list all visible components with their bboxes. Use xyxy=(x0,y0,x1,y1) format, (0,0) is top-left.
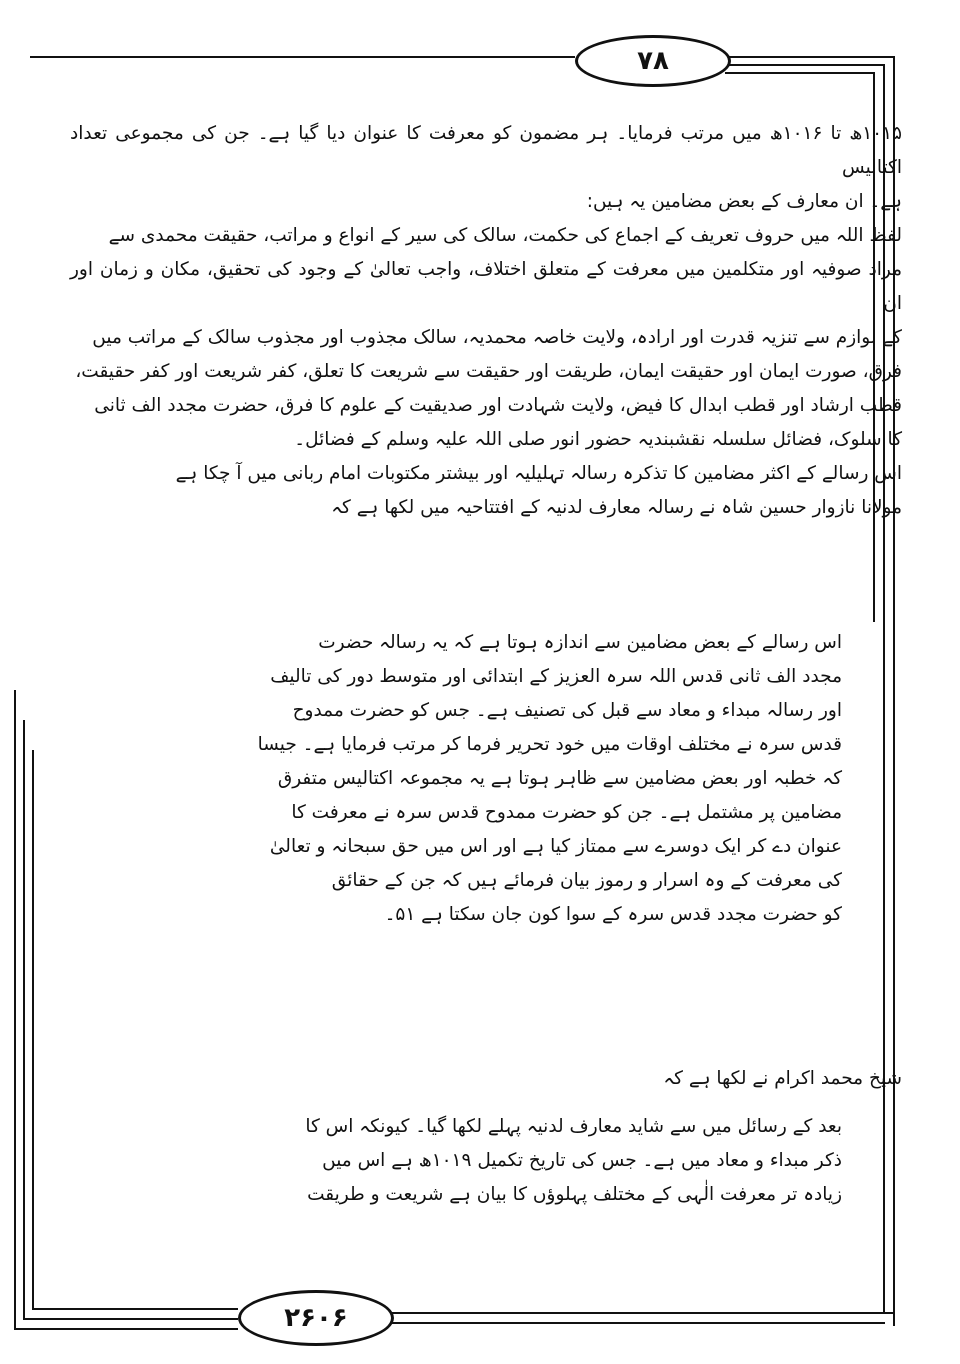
block-quote-2 xyxy=(234,1110,842,1212)
quote-line: اس رسالے کے بعض مضامین سے اندازہ ہوتا ہے کہ یہ رسالہ حضرت xyxy=(318,632,842,653)
text-line: ۱۰۱۵ھ تا ۱۰۱۶ھ میں مرتب فرمایا۔ ہر مضمون کو معرفت کا عنوان دیا گیا ہے۔ جن کی مجموعی تعداد اکتالیس xyxy=(70,123,902,178)
frame-top-line-4 xyxy=(725,72,875,74)
page-number-top: ۷۸ xyxy=(575,35,731,87)
quote-line: قدس سرہ نے مختلف اوقات میں خود تحریر فرما کر مرتب فرمایا ہے۔ جیسا xyxy=(257,734,842,755)
text-line: لفظ اللہ میں حروف تعریف کے اجماع کی حکمت، سالک کی سیر کے انواع و مراتب، حقیقت محمدی سے xyxy=(108,225,902,246)
block-quote-1 xyxy=(234,626,842,932)
text-line: اس رسالے کے اکثر مضامین کا تذکرہ رسالہ تہلیلیہ اور بیشتر مکتوبات امام ربانی میں آ چکا ہے xyxy=(175,463,902,484)
text-line: ہے۔ ان معارف کے بعض مضامین یہ ہیں: xyxy=(586,191,902,212)
text-line: شیخ محمد اکرام نے لکھا ہے کہ xyxy=(663,1068,902,1089)
quote-line: کو حضرت مجدد قدس سرہ کے سوا کون جان سکتا ہے ۵۱۔ xyxy=(384,904,842,925)
quote-line: کی معرفت کے وہ اسرار و رموز بیان فرمائے ہیں کہ جن کے حقائق xyxy=(331,870,842,891)
quote-line: کہ خطبہ اور بعض مضامین سے ظاہر ہوتا ہے یہ مجموعہ اکتالیس متفرق xyxy=(277,768,842,789)
text-line: مولانا نازوار حسین شاہ نے رسالہ معارف لدنیہ کے افتتاحیہ میں لکھا ہے کہ xyxy=(331,497,902,518)
quote-line: ذکر مبداء و معاد میں ہے۔ جس کی تاریخ تکمیل ۱۰۱۹ھ ہے اس میں xyxy=(322,1150,842,1171)
frame-top-line-2 xyxy=(725,56,895,58)
frame-bottom-line-5 xyxy=(388,1322,885,1324)
frame-left-line-3 xyxy=(32,750,34,1310)
text-line: مراد صوفیہ اور متکلمین میں معرفت کے متعلق اختلاف، واجب تعالیٰ کے وجود کی تحقیق، مکان و زمان اور ان xyxy=(70,259,902,314)
text-line: کے لوازم سے تنزیہ قدرت اور ارادہ، ولایت خاصہ محمدیہ، سالک مجذوب اور مجذوب سالک کے مراتب میں xyxy=(92,327,902,348)
body-text-a xyxy=(70,117,902,525)
frame-bottom-line-2 xyxy=(23,1318,238,1320)
frame-bottom-line-1 xyxy=(32,1308,238,1310)
frame-bottom-line-4 xyxy=(388,1312,895,1314)
page-number-bottom: ۲۶۰۶ xyxy=(238,1290,394,1346)
text-line: فرق، صورت ایمان اور حقیقت ایمان، طریقت اور حقیقت سے شریعت کا تعلق، کفر شریعت اور کفر حقیقت، xyxy=(75,361,902,382)
frame-top-line-3 xyxy=(725,64,885,66)
quote-line: زیادہ تر معرفت الٰہی کے مختلف پہلوؤں کا بیان ہے شریعت و طریقت xyxy=(307,1184,842,1205)
text-line: قطب ارشاد اور قطب ابدال کا فیض، ولایت شہادت اور صدیقیت کے علوم کا فرق، حضرت مجدد الف ثانی xyxy=(94,395,902,416)
quote-line: مجدد الف ثانی قدس اللہ سرہ العزیز کے ابتدائی اور متوسط دور کی تالیف xyxy=(270,666,842,687)
frame-left-line-1 xyxy=(14,690,16,1330)
text-line: کا سلوک، فضائل سلسلہ نقشبندیہ حضور انور صلی اللہ علیہ وسلم کے فضائل۔ xyxy=(294,429,902,450)
frame-bottom-line-3 xyxy=(14,1328,238,1330)
quote-line: مضامین پر مشتمل ہے۔ جن کو حضرت ممدوح قدس سرہ نے معرفت کا xyxy=(291,802,842,823)
quote-line: اور رسالہ مبداء و معاد سے قبل کی تصنیف ہے۔ جس کو حضرت ممدوح xyxy=(292,700,842,721)
quote-line: بعد کے رسائل میں سے شاید معارف لدنیہ پہلے لکھا گیا۔ کیونکہ اس کا xyxy=(305,1116,842,1137)
body-text-b xyxy=(70,1062,902,1096)
quote-line: عنوان دے کر ایک دوسرے سے ممتاز کیا ہے اور اس میں حق سبحانہ و تعالیٰ xyxy=(269,836,842,857)
frame-left-line-2 xyxy=(23,720,25,1320)
frame-top-line-1 xyxy=(30,56,575,58)
